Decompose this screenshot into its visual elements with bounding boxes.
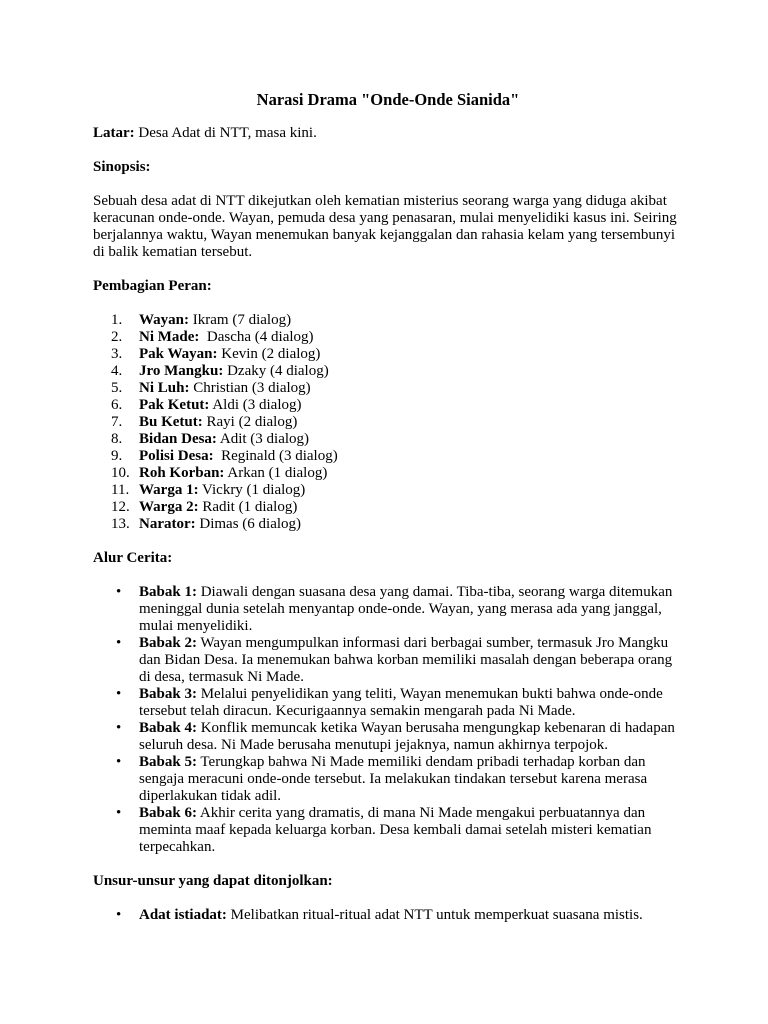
bullet-icon [93, 686, 139, 720]
peran-heading-text: Pembagian Peran: [93, 278, 212, 294]
plot-text: Wayan mengumpulkan informasi dari berbagai sumber, termasuk Jro Mangku dan Bidan Desa. Ia menemukan bahwa korban memiliki masalah dengan beberapa orang di desa, termasuk Ni Made. [139, 635, 673, 685]
role-actor: Arkan (1 dialog) [224, 465, 328, 481]
role-actor: Christian (3 dialog) [189, 380, 311, 396]
latar-text: Desa Adat di NTT, masa kini. [134, 125, 317, 141]
latar-label: Latar: [93, 125, 135, 141]
role-list-item [93, 329, 683, 346]
plot-list-item [93, 686, 683, 720]
plot-list-item [93, 584, 683, 635]
plot-text: Melalui penyelidikan yang teliti, Wayan menemukan bukti bahwa onde-onde tersebut telah diracun. Kecurigaannya semakin mengarah pada Ni Made. [139, 686, 663, 719]
element-list-item [93, 907, 683, 924]
role-name: Bu Ketut: [139, 414, 203, 430]
plot-text: Diawali dengan suasana desa yang damai. Tiba-tiba, seorang warga ditemukan meninggal dunia setelah menyantap onde-onde. Wayan, yang merasa ada yang janggal, mulai menyelidiki. [139, 584, 673, 634]
role-actor: Ikram (7 dialog) [189, 312, 292, 328]
role-list-item [93, 482, 683, 499]
plot-text: Terungkap bahwa Ni Made memiliki dendam pribadi terhadap korban dan sengaja meracuni onde-onde tersebut. Ia melakukan tindakan tersebut karena merasa diperlakukan tidak adil. [139, 754, 648, 804]
plot-list-item [93, 635, 683, 686]
sinopsis-heading [93, 159, 683, 176]
sinopsis-paragraph: Sebuah desa adat di NTT dikejutkan oleh kematian misterius seorang warga yang diduga akibat keracunan onde-onde. Wayan, pemuda desa yang penasaran, mulai menyelidiki kasus ini. Seiring berjalannya waktu, Wayan menemukan banyak kejanggalan dan rahasia kelam yang tersembunyi di balik kematian tersebut. [93, 193, 677, 260]
role-number: 3. [111, 346, 123, 362]
element-text: Melibatkan ritual-ritual adat NTT untuk memperkuat suasana mistis. [226, 907, 643, 923]
role-name: Narator: [139, 516, 196, 532]
role-actor: Kevin (2 dialog) [217, 346, 321, 362]
role-list-item [93, 431, 683, 448]
role-number: 4. [111, 363, 123, 379]
role-list-item [93, 516, 683, 533]
role-actor: Aldi (3 dialog) [209, 397, 302, 413]
role-number: 13. [111, 516, 130, 532]
bullet-icon [93, 907, 139, 924]
bullet-icon [93, 584, 139, 635]
alur-heading [93, 550, 683, 567]
bullet-icon [93, 805, 139, 856]
role-list-item [93, 414, 683, 431]
role-actor: Radit (1 dialog) [198, 499, 298, 515]
plot-list [93, 584, 683, 856]
role-number: 10. [111, 465, 130, 481]
role-list-item [93, 363, 683, 380]
plot-list-item [93, 720, 683, 754]
role-name: Wayan: [139, 312, 190, 328]
role-number: 1. [111, 312, 123, 328]
bullet-icon [93, 720, 139, 754]
role-actor: Dascha (4 dialog) [199, 329, 314, 345]
role-name: Ni Luh: [139, 380, 190, 396]
role-list-item [93, 346, 683, 363]
bullet-icon [93, 754, 139, 805]
role-actor: Reginald (3 dialog) [213, 448, 338, 464]
role-number: 5. [111, 380, 123, 396]
role-actor: Dimas (6 dialog) [195, 516, 302, 532]
alur-heading-text: Alur Cerita: [93, 550, 173, 566]
document-content [93, 90, 683, 941]
role-name: Polisi Desa: [139, 448, 214, 464]
latar-paragraph [93, 125, 683, 142]
unsur-heading-text: Unsur-unsur yang dapat ditonjolkan: [93, 873, 333, 889]
role-number: 8. [111, 431, 123, 447]
role-number: 2. [111, 329, 123, 345]
role-name: Warga 1: [139, 482, 199, 498]
role-name: Ni Made: [139, 329, 200, 345]
role-name: Roh Korban: [139, 465, 225, 481]
peran-heading [93, 278, 683, 295]
role-number: 6. [111, 397, 123, 413]
bullet-icon [93, 635, 139, 686]
role-list-item [93, 380, 683, 397]
document-title: Narasi Drama "Onde-Onde Sianida" [256, 90, 520, 109]
sinopsis-heading-text: Sinopsis: [93, 159, 151, 175]
plot-text: Akhir cerita yang dramatis, di mana Ni Made mengakui perbuatannya dan meminta maaf kepada keluarga korban. Desa kembali damai setelah misteri kematian terpecahkan. [139, 805, 652, 855]
role-number: 11. [111, 482, 130, 498]
unsur-heading [93, 873, 683, 890]
role-name: Bidan Desa: [139, 431, 217, 447]
role-name: Pak Wayan: [139, 346, 218, 362]
role-actor: Dzaky (4 dialog) [223, 363, 329, 379]
role-name: Pak Ketut: [139, 397, 210, 413]
role-number: 9. [111, 448, 123, 464]
plot-label: Babak 6: [139, 805, 197, 821]
role-list-item [93, 448, 683, 465]
plot-label: Babak 1: [139, 584, 197, 600]
element-label: Adat istiadat: [139, 907, 227, 923]
plot-list-item [93, 754, 683, 805]
role-actor: Rayi (2 dialog) [202, 414, 298, 430]
role-number: 12. [111, 499, 130, 515]
plot-label: Babak 4: [139, 720, 197, 736]
plot-text: Konflik memuncak ketika Wayan berusaha mengungkap kebenaran di hadapan seluruh desa. Ni Made berusaha menutupi jejaknya, namun akhirnya terpojok. [139, 720, 675, 753]
role-list-item [93, 397, 683, 414]
role-actor: Vickry (1 dialog) [198, 482, 306, 498]
role-list-item [93, 312, 683, 329]
element-list [93, 907, 683, 924]
role-number: 7. [111, 414, 123, 430]
role-list-item [93, 465, 683, 482]
role-list [93, 312, 683, 533]
plot-label: Babak 2: [139, 635, 197, 651]
role-name: Warga 2: [139, 499, 199, 515]
role-actor: Adit (3 dialog) [216, 431, 310, 447]
role-name: Jro Mangku: [139, 363, 224, 379]
plot-label: Babak 3: [139, 686, 197, 702]
plot-label: Babak 5: [139, 754, 197, 770]
plot-list-item [93, 805, 683, 856]
role-list-item [93, 499, 683, 516]
